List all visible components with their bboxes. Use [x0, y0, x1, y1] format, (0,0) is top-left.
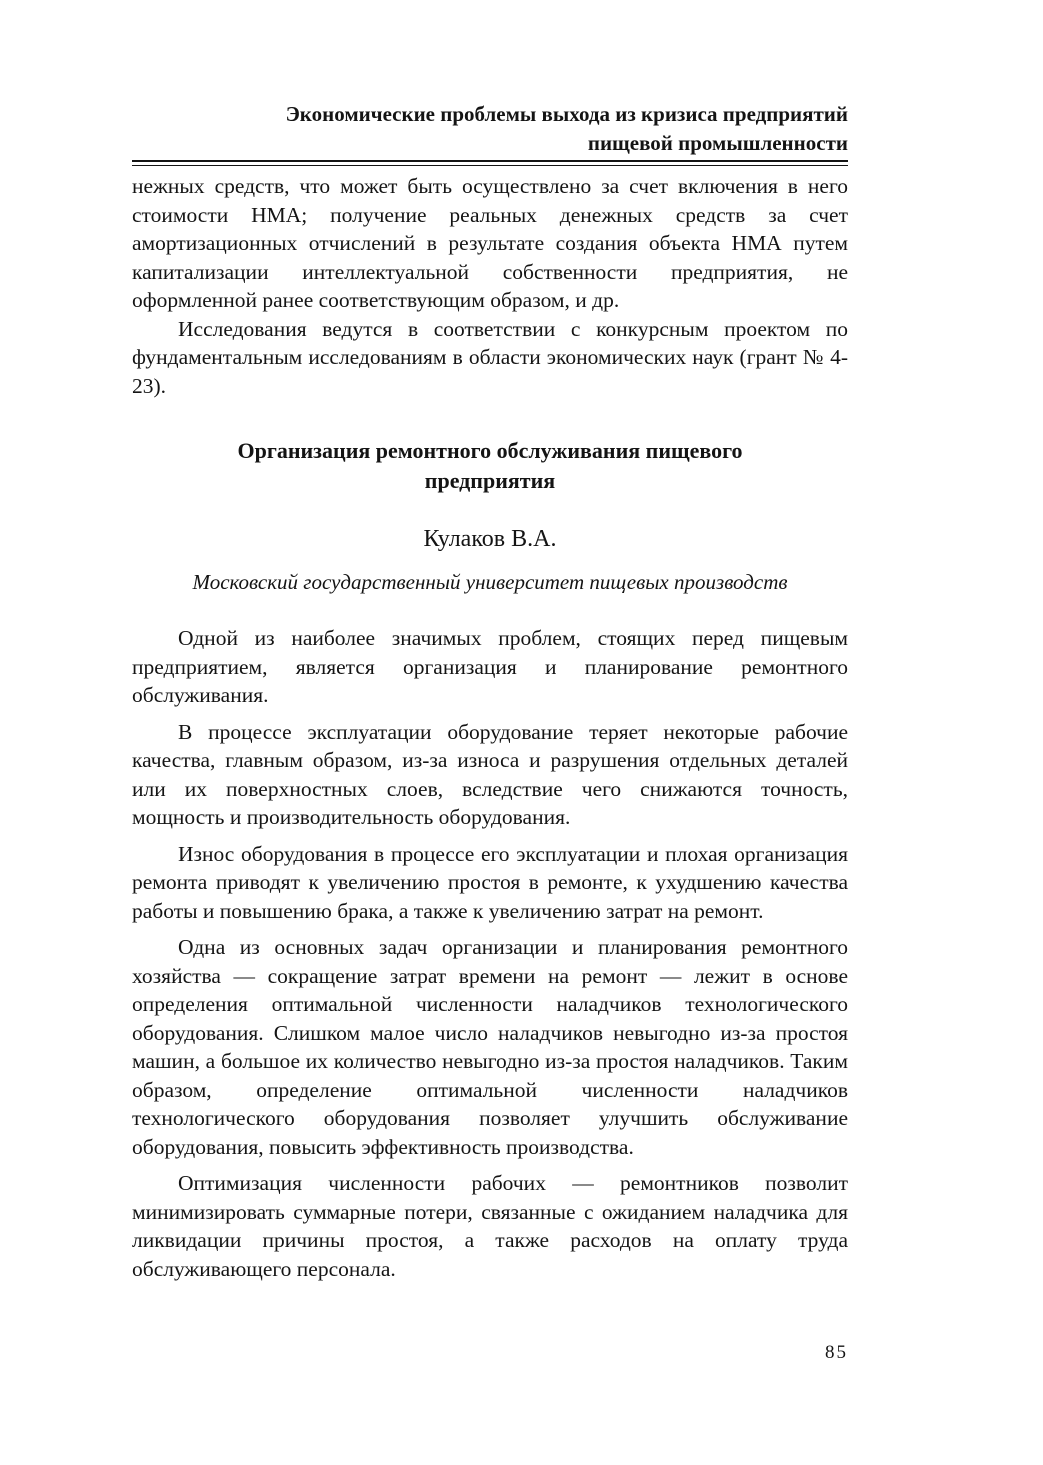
- article-title-line-1: Организация ремонтного обслуживания пищевого: [237, 438, 743, 463]
- article-title: [132, 436, 848, 496]
- article-author: Кулаков В.А.: [423, 526, 557, 552]
- header-rule-thick: [132, 160, 848, 162]
- header-rule-thin: [132, 165, 848, 166]
- article-paragraph-1: Одной из наиболее значимых проблем, стоящих перед пищевым предприятием, является организация и планирование ремонтного обслуживания.: [132, 626, 848, 707]
- article-paragraph-5: Оптимизация численности рабочих — ремонтников позволит минимизировать суммарные потери, связанные с ожиданием наладчика для ликвидации причины простоя, а также расходов на оплату труда обслуживающего персонала.: [132, 1171, 848, 1281]
- continuation-text: [132, 172, 848, 400]
- running-header-line-2: пищевой промышленности: [587, 131, 848, 155]
- article-paragraph-2: В процессе эксплуатации оборудование теряет некоторые рабочие качества, главным образом, из-за износа и разрушения отдельных деталей или их поверхностных слоев, вследствие чего снижаются точность, мощность и производительность оборудования.: [132, 719, 848, 829]
- article-paragraph-4: Одна из основных задач организации и планирования ремонтного хозяйства — сокращение затрат времени на ремонт — лежит в основе определения оптимальной численности наладчиков технологического оборудования. Слишком малое число наладчиков невыгодно из-за простоя машин, а большое их количество невыгодно из-за простоя наладчиков. Таким образом, определение оптимальной численности наладчиков технологического оборудования позволяет улучшить обслуживание оборудования, повысить эффективность производства.: [132, 935, 848, 1159]
- continuation-paragraph: нежных средств, что может быть осуществлено за счет включения в него стоимости НМА; получение реальных денежных средств за счет амортизационных отчислений в результате создания объекта НМА путем капитализации интеллектуальной собственности предприятия, не оформленной ранее соответствующим образом, и др.: [132, 174, 848, 312]
- article-affiliation: Московский государственный университет пищевых производств: [192, 570, 788, 594]
- running-header-line-1: Экономические проблемы выхода из кризиса предприятий: [285, 102, 848, 126]
- running-header: [132, 100, 848, 158]
- article-paragraph-3: Износ оборудования в процессе его эксплуатации и плохая организация ремонта приводят к увеличению простоя в ремонте, к ухудшению качества работы и повышению брака, а также к увеличению затрат на ремонт.: [132, 841, 848, 923]
- grant-paragraph: Исследования ведутся в соответствии с конкурсным проектом по фундаментальным исследованиям в области экономических наук (грант № 4-23).: [132, 316, 848, 398]
- article-body: [132, 624, 848, 1283]
- page-number: 85: [825, 1342, 848, 1363]
- article-title-line-2: предприятия: [424, 468, 556, 493]
